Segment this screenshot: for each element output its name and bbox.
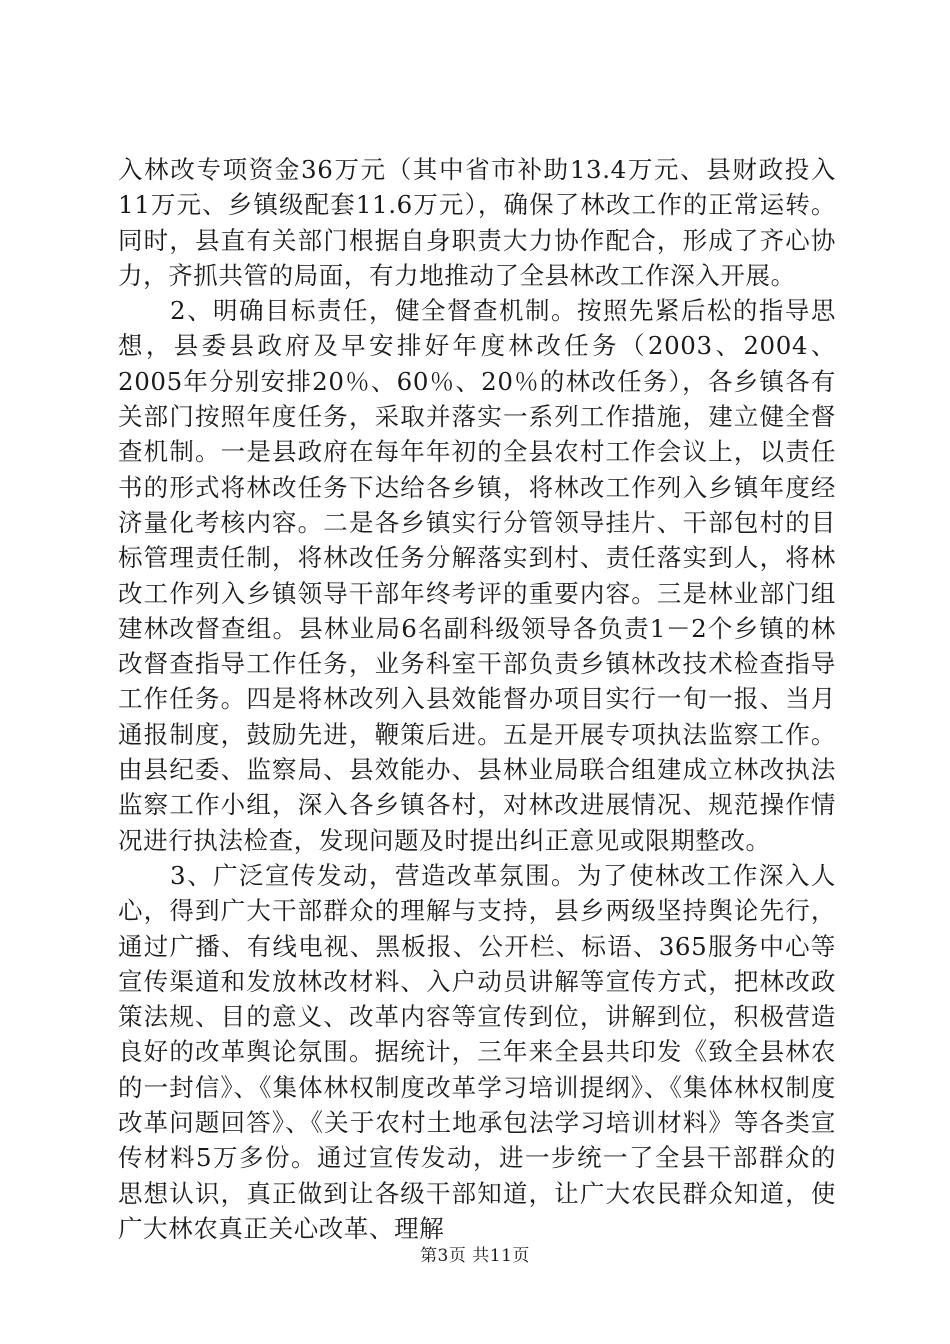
document-body: [118, 152, 836, 1246]
paragraph-funding: 入林改专项资金36万元（其中省市补助13.4万元、县财政投入11万元、乡镇级配套11.6万元），确保了林改工作的正常运转。同时，县直有关部门根据自身职责大力协作配合，形成了齐心协力，齐抓共管的局面，有力地推动了全县林改工作深入开展。: [118, 155, 836, 290]
paragraph-publicity: 3、广泛宣传发动，营造改革氛围。为了使林改工作深入人心，得到广大干部群众的理解与支持，县乡两级坚持舆论先行，通过广播、有线电视、黑板报、公开栏、标语、365服务中心等宣传渠道和发放林改材料、入户动员讲解等宣传方式，把林改政策法规、目的意义、改革内容等宣传到位，讲解到位，积极营造良好的改革舆论氛围。据统计，三年来全县共印发《致全县林农的一封信》、《集体林权制度改革学习培训提纲》、《集体林权制度改革问题回答》、《关于农村土地承包法学习培训材料》等各类宣传材料5万多份。通过宣传发动，进一步统一了全县干部群众的思想认识，真正做到让各级干部知道，让广大农民群众知道，使广大林农真正关心改革、理解: [118, 860, 836, 1243]
page-number-footer: 第3页 共11页: [420, 1246, 530, 1266]
paragraph-supervision: 2、明确目标责任，健全督查机制。按照先紧后松的指导思想，县委县政府及早安排好年度林改任务（2003、2004、2005年分别安排20％、60％、20％的林改任务），各乡镇各有关部门按照年度任务，采取并落实一系列工作措施，建立健全督查机制。一是县政府在每年年初的全县农村工作会议上，以责任书的形式将林改任务下达给各乡镇，将林改工作列入乡镇年度经济量化考核内容。二是各乡镇实行分管领导挂片、干部包村的目标管理责任制，将林改任务分解落实到村、责任落实到人，将林改工作列入乡镇领导干部年终考评的重要内容。三是林业部门组建林改督查组。县林业局6名副科级领导各负责1－2个乡镇的林改督查指导工作任务，业务科室干部负责乡镇林改技术检查指导工作任务。四是将林改列入县效能督办项目实行一旬一报、当月通报制度，鼓励先进，鞭策后进。五是开展专项执法监察工作。由县纪委、监察局、县效能办、县林业局联合组建成立林改执法监察工作小组，深入各乡镇各村，对林改进展情况、规范操作情况进行执法检查，发现问题及时提出纠正意见或限期整改。: [118, 296, 836, 855]
